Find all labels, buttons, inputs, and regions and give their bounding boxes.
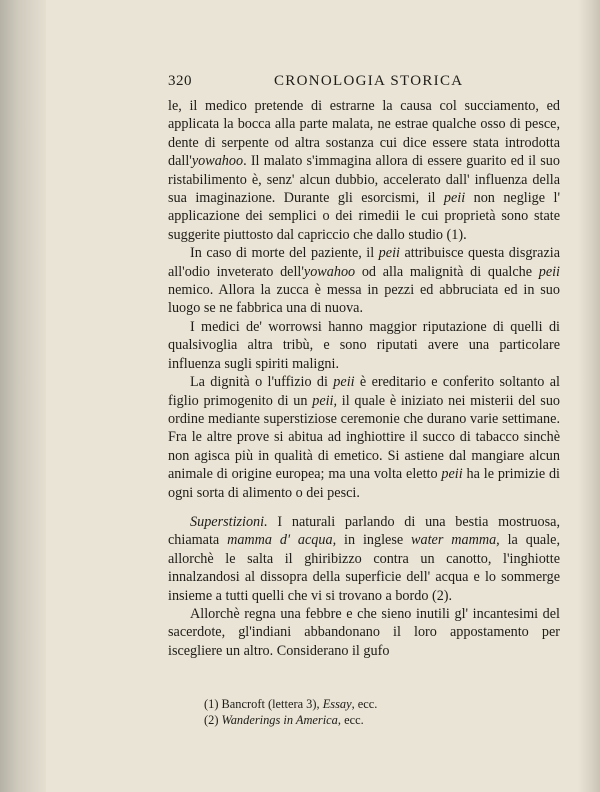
book-gutter xyxy=(0,0,46,792)
paragraph-superstizioni: Superstizioni. I naturali parlando di una bestia mostruosa, chiamata mamma d' acqua, in inglese water mamma, la quale, allorchè le salta il ghiribizzo contra un canotto, l'inghiotte innalzandosi al dissopra della superficie dell' acqua e lo sommerge insieme a tutti quelli che vi si trovano a bordo (2). xyxy=(168,513,560,604)
running-title: CRONOLOGIA STORICA xyxy=(274,73,464,89)
paragraph-6: Allorchè regna una febbre e che sieno inutili gl' incantesimi del sacerdote, gl'indiani abbandonano il loro appostamento per iscegliere un altro. Considerano il gufo xyxy=(168,605,560,659)
page-edge xyxy=(578,0,600,792)
page-header xyxy=(168,72,560,94)
page-body xyxy=(168,72,560,660)
paragraph-2: In caso di morte del paziente, il peii attribuisce questa disgrazia all'odio inveterato dell'yowahoo od alla malignità di qualche peii nemico. Allora la zucca è messa in pezzi ed abbruciata ed in suo luogo se ne fabbrica una di nuova. xyxy=(168,245,560,317)
paragraph-4: La dignità o l'uffizio di peii è ereditario e conferito soltanto al figlio primogenito di un peii, il quale è iniziato nei misterii del suo ordine mediante superstiziose ceremonie che durano varie settimane. Fra le altre prove si abitua ad inghiottire il succo di tabacco sinchè non agisca più in qualità di emetico. Si astiene dal mangiare alcun animale di origine europea; ma una volta eletto peii ha le primizie di ogni sorta di alimento o dei pesci. xyxy=(168,374,561,501)
footnote-2: (2) Wanderings in America, ecc. xyxy=(204,713,364,727)
footnotes xyxy=(204,696,504,728)
page-number: 320 xyxy=(168,73,192,89)
footnote-1: (1) Bancroft (lettera 3), Essay, ecc. xyxy=(204,697,378,711)
paragraph-1: le, il medico pretende di estrarne la causa col succiamento, ed applicata la bocca alla parte malata, ne estrae qualche osso di pesce, dente di serpente od altra sostanza cui dice essere stata introdotta dall'yowahoo. Il malato s'immagina allora di essere guarito ed il suo ristabilimento è, senz' alcun dubbio, accelerato dall' influenza della sua imaginazione. Durante gli esorcismi, il peii non neglige l' applicazione dei semplici o dei rimedii le cui proprietà sono state suggerite piuttosto dal capriccio che dallo studio (1). xyxy=(168,98,560,243)
paragraph-3: I medici de' worrowsi hanno maggior riputazione di quelli di qualsivoglia altra tribù, e sono riputati avere una particolare influenza sugli spiriti maligni. xyxy=(168,318,560,372)
